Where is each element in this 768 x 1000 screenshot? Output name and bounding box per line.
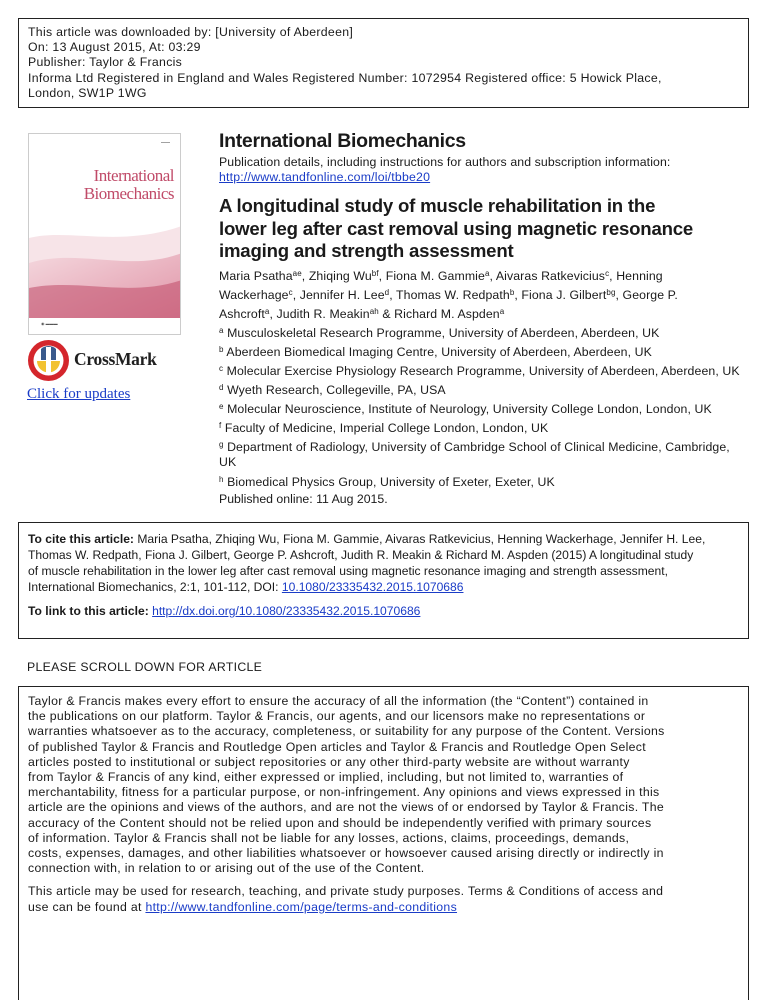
crossmark-icon xyxy=(27,339,70,382)
author-separator: , xyxy=(514,287,522,302)
author-name: Zhiqing Wu xyxy=(308,268,372,283)
citation-text: Maria Psatha, Zhiqing Wu, Fiona M. Gammie, Aivaras Ratkevicius, Henning Wackerhage, Jennifer H. Lee, xyxy=(133,532,706,546)
disclaimer-paragraph xyxy=(28,694,739,876)
affiliation-item xyxy=(219,438,739,473)
publication-details: Publication details, including instructions for authors and subscription information: xyxy=(219,155,671,169)
author-list xyxy=(219,267,754,324)
author-line xyxy=(219,267,754,286)
cover-title-line: Biomechanics xyxy=(83,184,174,203)
author-separator: , xyxy=(389,287,397,302)
affiliation-mark: b xyxy=(219,344,224,354)
citation-line xyxy=(28,531,739,547)
doi-link[interactable]: 10.1080/23335432.2015.1070686 xyxy=(281,580,464,594)
disclaimer-line: articles posted to institutional or subject repositories or any other third-party website are without warranty xyxy=(28,754,630,769)
disclaimer-line: warranties whatsoever as to the accuracy, completeness, or suitability for any purpose of the Content. Versions xyxy=(28,724,665,739)
author-name: Richard M. Aspden xyxy=(394,306,500,321)
link-to-article-label: To link to this article: xyxy=(28,604,153,618)
affiliation-text: Biomedical Physics Group, University of Exeter, Exeter, UK xyxy=(223,474,555,489)
author-affiliation-mark: bg xyxy=(606,287,616,297)
author-affiliation-mark: c xyxy=(288,287,293,297)
citation-label: To cite this article: xyxy=(28,532,134,546)
affiliation-mark: d xyxy=(219,382,224,392)
cover-wave-graphic xyxy=(29,218,181,318)
article-info xyxy=(219,128,754,507)
author-separator: , Henning xyxy=(609,268,663,283)
article-doi-url-link[interactable]: http://dx.doi.org/10.1080/23335432.2015.1070686 xyxy=(152,604,421,618)
disclaimer-box xyxy=(18,686,749,1000)
author-separator: , xyxy=(301,268,309,283)
disclaimer-line: connection with, in relation to or arising out of the use of the Content. xyxy=(28,861,425,876)
affiliation-mark: a xyxy=(219,325,224,335)
citation-line: of muscle rehabilitation in the lower leg after cast removal using magnetic resonance imaging and strength assessment, xyxy=(28,564,668,578)
disclaimer-line xyxy=(28,900,739,915)
disclaimer-line: accuracy of the Content should not be relied upon and should be independently verified with primary sources xyxy=(28,815,652,830)
journal-cover-image xyxy=(28,133,181,335)
affiliation-mark: c xyxy=(219,363,224,373)
author-name: Jennifer H. Lee xyxy=(299,287,385,302)
author-separator: , xyxy=(292,287,300,302)
author-line xyxy=(219,286,754,305)
disclaimer-line: merchantability, fitness for a particular purpose, or non-infringement. Any opinions and views expressed in this xyxy=(28,785,660,800)
disclaimer-line: from Taylor & Francis of any kind, either expressed or implied, including, but not limited to, warranties of xyxy=(28,770,624,785)
affiliation-item xyxy=(219,324,754,343)
citation-text: International Biomechanics, 2:1, 101-112, DOI: xyxy=(28,580,282,594)
crossmark-badge[interactable] xyxy=(27,339,162,382)
citation-line: Thomas W. Redpath, Fiona J. Gilbert, George P. Ashcroft, Judith R. Meakin & Richard M. Aspden (2015) A longitudinal study xyxy=(28,548,694,562)
disclaimer-paragraph xyxy=(28,884,739,914)
affiliation-mark: h xyxy=(219,474,224,484)
author-affiliation-mark: c xyxy=(605,268,610,278)
download-notice-box xyxy=(18,18,749,108)
affiliation-text: Aberdeen Biomedical Imaging Centre, University of Aberdeen, Aberdeen, UK xyxy=(223,344,652,359)
author-name: Fiona M. Gammie xyxy=(385,268,485,283)
journal-url-link[interactable]: http://www.tandfonline.com/loi/tbbe20 xyxy=(219,170,431,184)
affiliation-mark: f xyxy=(219,420,222,430)
affiliation-text: Wyeth Research, Collegeville, PA, USA xyxy=(223,382,446,397)
download-notice-line: On: 13 August 2015, At: 03:29 xyxy=(28,40,201,55)
author-separator: , xyxy=(269,306,277,321)
author-affiliation-mark: bf xyxy=(371,268,379,278)
author-line xyxy=(219,305,754,324)
author-name: Aivaras Ratkevicius xyxy=(495,268,606,283)
author-affiliation-mark: a xyxy=(264,306,270,316)
author-name: Wackerhage xyxy=(219,287,289,302)
author-separator: , xyxy=(378,268,386,283)
citation-box xyxy=(18,522,749,639)
affiliation-item xyxy=(219,362,754,381)
affiliation-item xyxy=(219,473,754,492)
affiliation-text: Faculty of Medicine, Imperial College London, London, UK xyxy=(221,420,549,435)
author-affiliation-mark: a xyxy=(484,268,490,278)
author-name: Fiona J. Gilbert xyxy=(521,287,607,302)
disclaimer-line: of published Taylor & Francis and Routledge Open articles and Taylor & Francis and Routledge Open Select xyxy=(28,739,646,754)
author-affiliation-mark: a xyxy=(499,306,505,316)
author-name: Maria Psatha xyxy=(219,268,293,283)
affiliation-text: Molecular Neuroscience, Institute of Neurology, University College London, London, UK xyxy=(223,401,712,416)
affiliation-item xyxy=(219,400,754,419)
download-notice-line: Publisher: Taylor & Francis xyxy=(28,55,183,70)
disclaimer-line: Taylor & Francis makes every effort to ensure the accuracy of all the information (the “Content”) contained in xyxy=(28,694,649,708)
cover-header-mark: ▬▬▬ xyxy=(161,140,170,144)
disclaimer-line: costs, expenses, damages, and other liabilities whatsoever or howsoever caused arising directly or indirectly in xyxy=(28,846,664,861)
download-notice-line: This article was downloaded by: [University of Aberdeen] xyxy=(28,25,354,39)
disclaimer-line: the publications on our platform. Taylor & Francis, our agents, and our licensors make no representations or xyxy=(28,709,646,724)
click-for-updates-link[interactable]: Click for updates xyxy=(27,386,131,402)
affiliation-mark: e xyxy=(219,401,224,411)
author-separator: , George P. xyxy=(615,287,678,302)
disclaimer-line: This article may be used for research, teaching, and private study purposes. Terms & Conditions of access and xyxy=(28,884,664,899)
author-affiliation-mark: ae xyxy=(292,268,302,278)
cover-publisher-mark: ◉ ▬▬▬ xyxy=(41,321,58,326)
crossmark-label: CrossMark xyxy=(74,349,157,369)
citation-line xyxy=(28,579,739,595)
author-name: Judith R. Meakin xyxy=(276,306,370,321)
disclaimer-line: of information. Taylor & Francis shall not be liable for any losses, actions, claims, proceedings, demands, xyxy=(28,830,630,845)
terms-and-conditions-link[interactable]: http://www.tandfonline.com/page/terms-and-conditions xyxy=(145,899,458,914)
disclaimer-line: article are the opinions and views of the authors, and are not the views of or endorsed by Taylor & Francis. The xyxy=(28,800,665,815)
author-affiliation-mark: ah xyxy=(369,306,379,316)
author-affiliation-mark: b xyxy=(509,287,515,297)
affiliation-list xyxy=(219,324,754,492)
author-name: Thomas W. Redpath xyxy=(396,287,510,302)
affiliation-mark: g xyxy=(219,439,224,449)
download-notice-line: London, SW1P 1WG xyxy=(28,85,147,100)
author-affiliation-mark: d xyxy=(384,287,390,297)
author-separator: & xyxy=(378,306,395,321)
cover-title-line: International xyxy=(93,166,174,185)
affiliation-item xyxy=(219,343,754,362)
disclaimer-text: use can be found at xyxy=(28,899,146,914)
scroll-down-notice: PLEASE SCROLL DOWN FOR ARTICLE xyxy=(27,660,263,674)
affiliation-text: Molecular Exercise Physiology Research Programme, University of Aberdeen, Aberdeen, UK xyxy=(223,363,740,378)
affiliation-item xyxy=(219,381,754,400)
article-title-line: A longitudinal study of muscle rehabilitation in the xyxy=(219,195,656,216)
published-online: Published online: 11 Aug 2015. xyxy=(219,491,388,506)
article-title-line: imaging and strength assessment xyxy=(219,240,514,261)
author-separator: , xyxy=(489,268,496,283)
affiliation-text: Musculoskeletal Research Programme, University of Aberdeen, Aberdeen, UK xyxy=(223,325,660,340)
download-notice-line: Informa Ltd Registered in England and Wales Registered Number: 1072954 Registered office: 5 Howick Place, xyxy=(28,70,662,85)
article-title-line: lower leg after cast removal using magnetic resonance xyxy=(219,217,694,239)
author-name: Ashcroft xyxy=(219,306,265,321)
article-title xyxy=(219,195,754,263)
journal-name: International Biomechanics xyxy=(219,130,466,152)
cover-title xyxy=(39,167,174,203)
link-to-article-line xyxy=(28,603,739,619)
affiliation-text: Department of Radiology, University of Cambridge School of Clinical Medicine, Cambridge, UK xyxy=(219,439,730,469)
affiliation-item xyxy=(219,419,754,438)
